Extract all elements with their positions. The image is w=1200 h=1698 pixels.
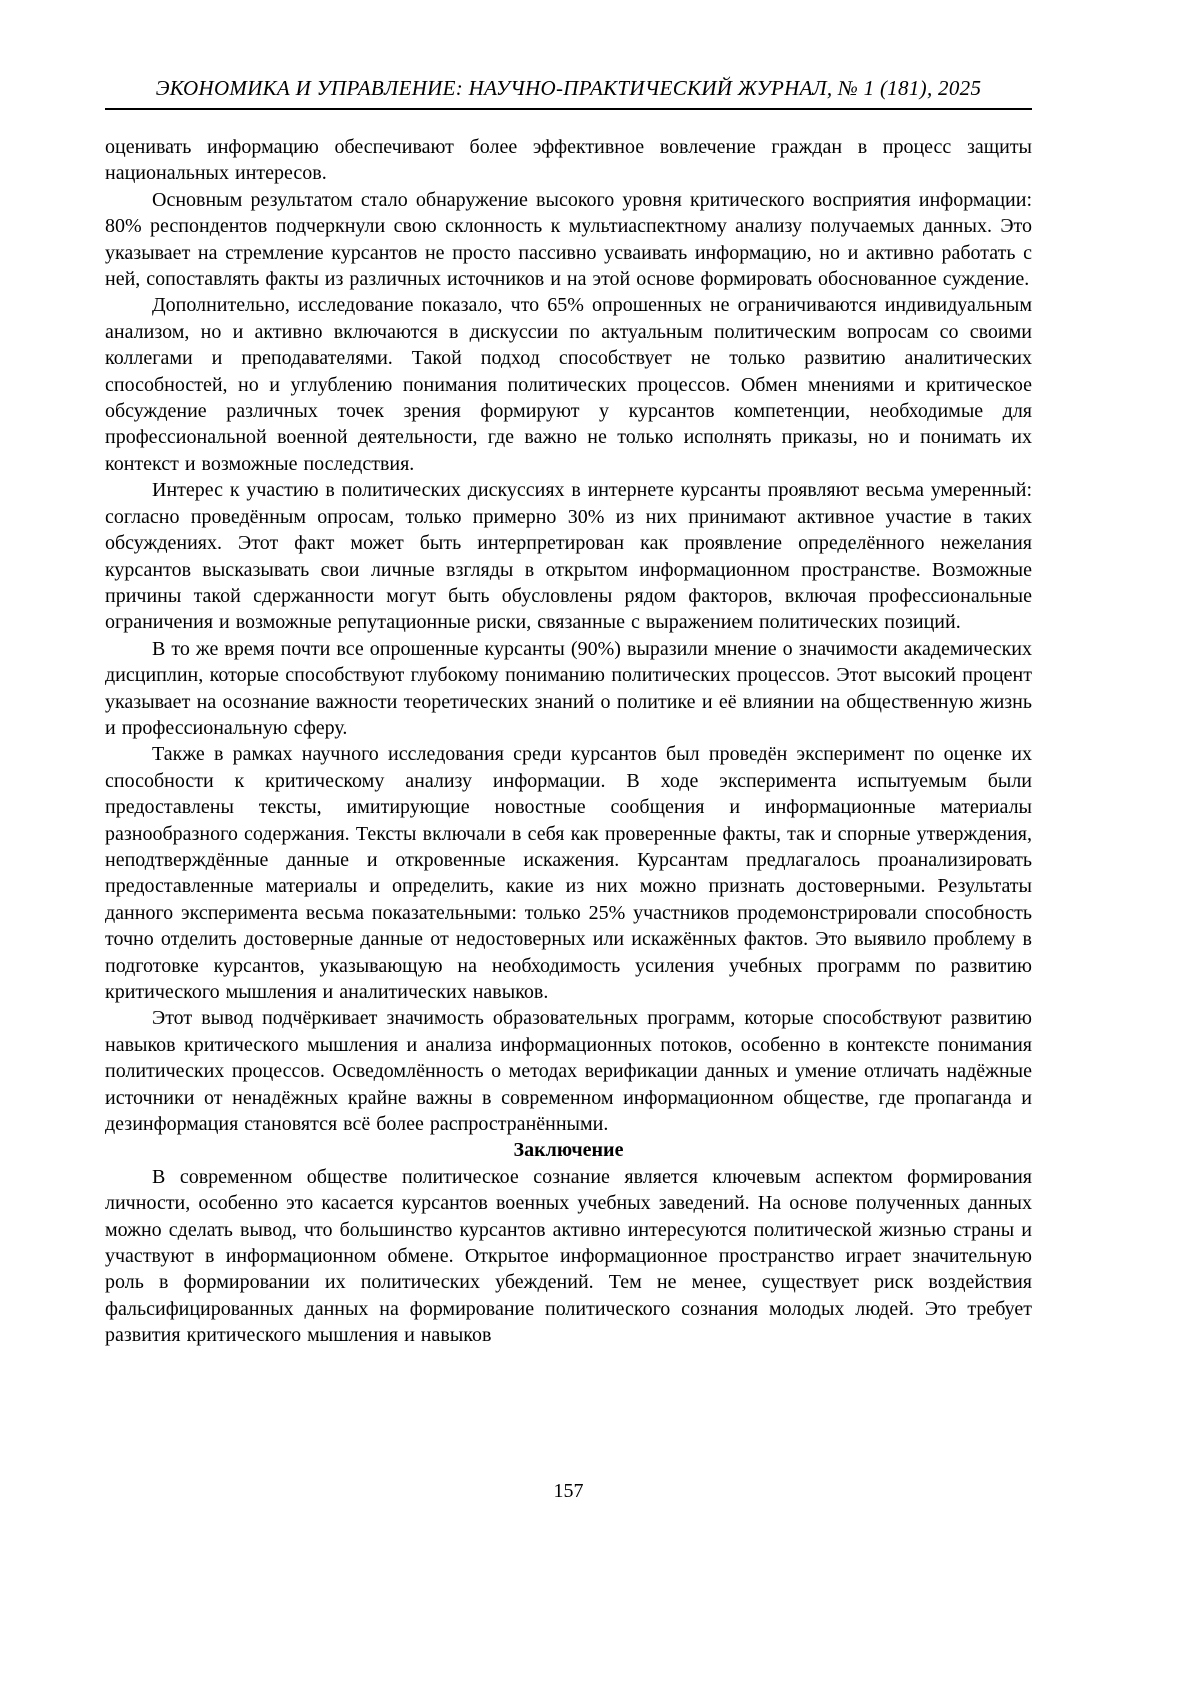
paragraph: Также в рамках научного исследования среди курсантов был проведён эксперимент по оценке их способности к критическому анализу информации. В ходе эксперимента испытуемым были предоставлены тексты, имитирующие новостные сообщения и информационные материалы разнообразного содержания. Тексты включали в себя как проверенные факты, так и спорные утверждения, неподтверждённые данные и откровенные искажения. Курсантам предлагалось проанализировать предоставленные материалы и определить, какие из них можно признать достоверными. Результаты данного эксперимента весьма показательными: только 25% участников продемонстрировали способность точно отделить достоверные данные от недостоверных или искажённых фактов. Это выявило проблему в подготовке курсантов, указывающую на необходимость усиления учебных программ по развитию критического мышления и аналитических навыков. (105, 743, 1032, 1003)
page-header (105, 76, 1032, 110)
page-footer (105, 1478, 1032, 1504)
paragraph: В современном обществе политическое сознание является ключевым аспектом формирования личности, особенно это касается курсантов военных учебных заведений. На основе полученных данных можно сделать вывод, что большинство курсантов активно интересуются политической жизнью страны и участвуют в информационном обмене. Открытое информационное пространство играет значительную роль в формировании их политических убеждений. Тем не менее, существует риск воздействия фальсифицированных данных на формирование политического сознания молодых людей. Это требует развития критического мышления и навыков (105, 1165, 1032, 1347)
paragraph: Основным результатом стало обнаружение высокого уровня критического восприятия информации: 80% респондентов подчеркнули свою склонность к мультиаспектному анализу получаемых данных. Это указывает на стремление курсантов не просто пассивно усваивать информацию, но и активно работать с ней, сопоставлять факты из различных источников и на этой основе формировать обоснованное суждение. (105, 188, 1032, 291)
conclusion-heading: Заключение (513, 1139, 624, 1162)
paragraph: В то же время почти все опрошенные курсанты (90%) выразили мнение о значимости академических дисциплин, которые способствуют глубокому пониманию политических процессов. Этот высокий процент указывает на осознание важности теоретических знаний о политике и её влиянии на общественную жизнь и профессиональную сферу. (105, 637, 1032, 739)
journal-title: ЭКОНОМИКА И УПРАВЛЕНИЕ: НАУЧНО-ПРАКТИЧЕСКИЙ ЖУРНАЛ, № 1 (181), 2025 (155, 76, 982, 100)
paragraph: Этот вывод подчёркивает значимость образовательных программ, которые способствуют развитию навыков критического мышления и анализа информационных потоков, особенно в контексте понимания политических процессов. Осведомлённость о методах верификации данных и умение отличать надёжные источники от ненадёжных крайне важны в современном информационном обществе, где пропаганда и дезинформация становятся всё более распространёнными. (105, 1007, 1032, 1136)
paragraph: оценивать информацию обеспечивают более эффективное вовлечение граждан в процесс защиты национальных интересов. (105, 136, 1032, 185)
page-number: 157 (553, 1480, 584, 1502)
paragraph: Интерес к участию в политических дискуссиях в интернете курсанты проявляют весьма умеренный: согласно проведённым опросам, только примерно 30% из них принимают активное участие в таких обсуждениях. Этот факт может быть интерпретирован как проявление определённого нежелания курсантов высказывать свои личные взгляды в открытом информационном пространстве. Возможные причины такой сдержанности могут быть обусловлены рядом факторов, включая профессиональные ограничения и возможные репутационные риски, связанные с выражением политических позиций. (105, 479, 1032, 634)
paragraph: Дополнительно, исследование показало, что 65% опрошенных не ограничиваются индивидуальным анализом, но и активно включаются в дискуссии по актуальным политическим вопросам со своими коллегами и преподавателями. Такой подход способствует не только развитию аналитических способностей, но и углублению понимания политических процессов. Обмен мнениями и критическое обсуждение различных точек зрения формируют у курсантов компетенции, необходимые для профессиональной военной деятельности, где важно не только исполнять приказы, но и понимать их контекст и возможные последствия. (105, 294, 1032, 475)
header-rule (105, 108, 1032, 110)
article-body (105, 134, 1032, 1349)
